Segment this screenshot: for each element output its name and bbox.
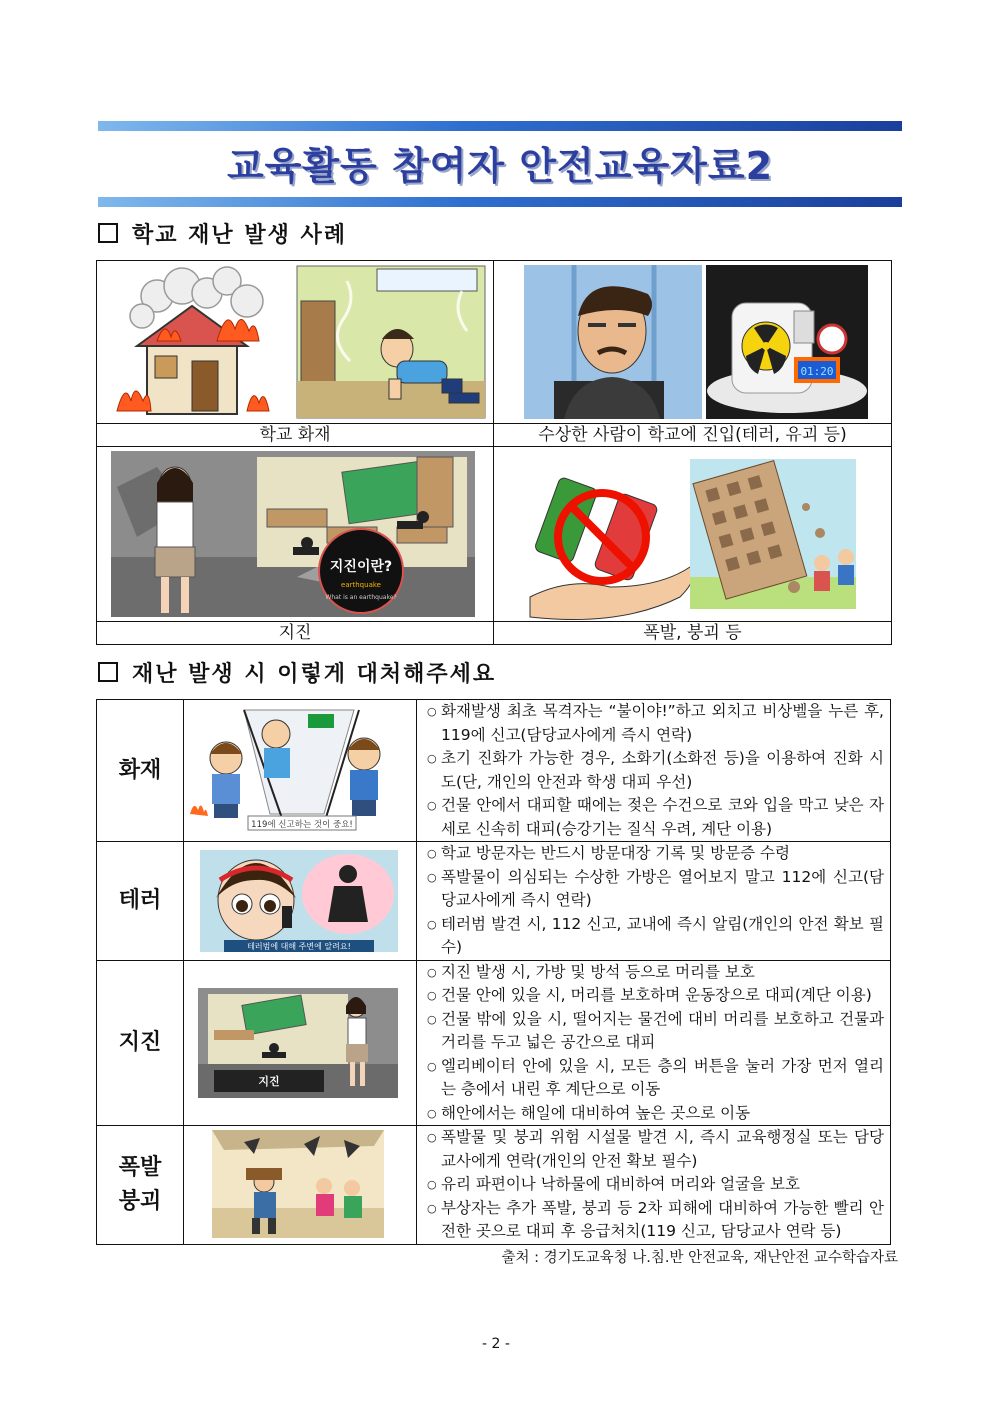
response-item: ○ 폭발물 및 붕괴 위험 시설물 발견 시, 즉시 교육행정실 또는 담당교사에게 연락(개인의 안전 확보 필수) [427,1126,884,1173]
fire-picture-caption: 119에 신고하는 것이 중요! [251,819,353,830]
explosion-collapse-illustration [494,447,891,621]
earthquake-illustration [97,447,493,621]
response-item: ○ 초기 진화가 가능한 경우, 소화기(소화전 등)을 이용하여 진화 시도(단, 개인의 안전과 학생 대피 우선) [427,747,884,794]
school-fire-illustration [97,261,493,423]
terror-response-illustration [184,846,416,956]
response-item: ○ 해안에서는 해일에 대비하여 높은 곳으로 이동 [427,1102,884,1126]
response-item: ○ 건물 밖에 있을 시, 떨어지는 물건에 대비 머리를 보호하고 건물과 거리를 두고 넓은 공간으로 대피 [427,1008,884,1055]
response-label: 테러 [97,842,184,961]
response-item: ○ 엘리베이터 안에 있을 시, 모든 층의 버튼을 눌러 가장 먼저 열리는 층에서 내린 후 계단으로 이동 [427,1055,884,1102]
response-label-line: 붕괴 [118,1188,162,1214]
quake-badge-sub2: What is an earthquake? [325,594,397,601]
section-heading-text: 학교 재난 발생 사례 [132,223,347,248]
title-top-bar [98,121,902,131]
response-label [97,1126,184,1245]
response-items [417,960,891,1126]
response-label: 지진 [97,960,184,1126]
title-bottom-bar [98,197,902,207]
disaster-response-table [96,699,891,1245]
quake-badge-title: 지진이란? [329,559,393,575]
earthquake-response-illustration [184,964,416,1122]
case-caption: 학교 화재 [97,424,494,447]
earthquake-picture-caption: 지진 [258,1074,280,1088]
response-label: 화재 [97,700,184,842]
response-items [417,1126,891,1245]
bomb-timer-display: 01:20 [800,365,834,378]
explosion-response-illustration [184,1128,416,1242]
case-caption: 수상한 사람이 학교에 진입(테러, 유괴 등) [494,424,892,447]
response-item: ○ 화재발생 최초 목격자는 “불이야!”하고 외치고 비상벨을 누른 후, 119에 신고(담당교사에게 즉시 연락) [427,700,884,747]
response-picture-cell [184,1126,417,1245]
quake-badge-sub: earthquake [341,581,381,589]
response-picture-cell [184,700,417,842]
response-row-explosion [97,1126,891,1245]
response-item: ○ 유리 파편이나 낙하물에 대비하여 머리와 얼굴을 보호 [427,1173,884,1197]
section-heading-text: 재난 발생 시 이렇게 대처해주세요 [132,662,497,687]
fire-response-illustration [184,704,416,838]
response-item: ○ 건물 안에서 대피할 때에는 젖은 수건으로 코와 입을 막고 낮은 자세로 신속히 대피(승강기는 질식 우려, 계단 이용) [427,794,884,841]
response-row-fire [97,700,891,842]
checkbox-square-icon [98,662,118,682]
case-caption: 지진 [97,622,494,645]
response-items [417,842,891,961]
checkbox-square-icon [98,223,118,243]
case-image-cell [494,447,892,622]
response-item: ○ 건물 안에 있을 시, 머리를 보호하며 운동장으로 대피(계단 이용) [427,984,884,1008]
suspicious-person-illustration [494,261,891,423]
response-picture-cell [184,842,417,961]
source-citation: 출처 : 경기도교육청 나.침.반 안전교육, 재난안전 교수학습자료 [501,1250,898,1266]
response-item: ○ 지진 발생 시, 가방 및 방석 등으로 머리를 보호 [427,961,884,985]
section-heading-response [98,657,496,688]
response-row-terror [97,842,891,961]
case-caption: 폭발, 붕괴 등 [494,622,892,645]
case-image-cell [494,261,892,424]
case-image-cell [97,447,494,622]
response-items [417,700,891,842]
response-item: ○ 폭발물이 의심되는 수상한 가방은 열어보지 말고 112에 신고(담당교사에게 즉시 연락) [427,866,884,913]
section-heading-cases [98,218,347,249]
page-number: - 2 - [482,1336,510,1352]
disaster-cases-table [96,260,892,645]
response-item: ○ 학교 방문자는 반드시 방문대장 기록 및 방문증 수령 [427,842,884,866]
response-item: ○ 테러범 발견 시, 112 신고, 교내에 즉시 알림(개인의 안전 확보 필수) [427,913,884,960]
page-title: 교육활동 참여자 안전교육자료2 [226,144,774,188]
response-row-earthquake [97,960,891,1126]
response-label-line: 폭발 [118,1154,162,1180]
case-image-cell [97,261,494,424]
terror-picture-caption: 테러범에 대해 주변에 알려요! [247,941,351,951]
response-picture-cell [184,960,417,1126]
response-item: ○ 부상자는 추가 폭발, 붕괴 등 2차 피해에 대비하여 가능한 빨리 안전한 곳으로 대피 후 응급처치(119 신고, 담당교사 연락 등) [427,1197,884,1244]
